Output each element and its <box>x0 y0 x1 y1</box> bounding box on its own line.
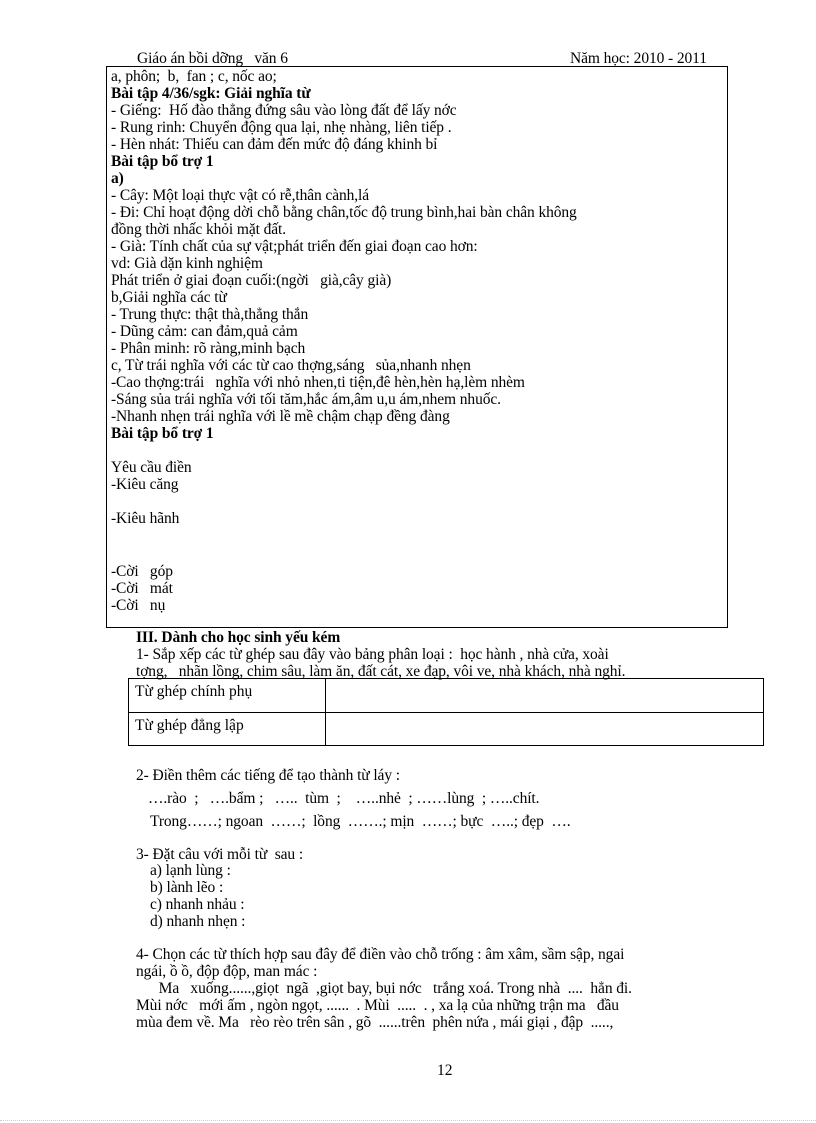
q2-line: Trong……; ngoan ……; lồng …….; mịn ……; bực …..; đẹp …. <box>150 813 571 830</box>
box-line: - Cây: Một loại thực vật có rễ,thân cành,lá <box>111 187 370 204</box>
q3-item: c) nhanh nhảu : <box>150 896 245 913</box>
box-line: b,Giải nghĩa các từ <box>111 289 227 306</box>
box-line: c, Từ trái nghĩa với các từ cao thợng,sáng sủa,nhanh nhẹn <box>111 357 471 374</box>
page-bottom-divider <box>0 1120 816 1121</box>
q1-line: tợng, nhãn lồng, chim sâu, làm ăn, đất cát, xe đạp, vôi ve, nhà khách, nhà nghỉ. <box>136 663 626 680</box>
box-line: - Đi: Chỉ hoạt động dời chỗ bằng chân,tốc độ trung bình,hai bàn chân không <box>111 204 577 221</box>
box-line: Bài tập 4/36/sgk: Giải nghĩa từ <box>111 85 311 102</box>
box-line: Phát triển ở giai đoạn cuối:(ngời già,cây già) <box>111 272 392 289</box>
table-cell-label: Từ ghép chính phụ <box>129 679 326 713</box>
box-line: a, phôn; b, fan ; c, nốc ao; <box>111 68 277 85</box>
box-line: - Dũng cảm: can đảm,quả cảm <box>111 323 298 340</box>
table-row <box>129 712 764 746</box>
q1-line: 1- Sắp xếp các từ ghép sau đây vào bảng phân loại : học hành , nhà cửa, xoài <box>136 646 609 663</box>
box-line: - Rung rinh: Chuyển động qua lại, nhẹ nhàng, liên tiếp . <box>111 119 452 136</box>
q3-item: b) lành lẽo : <box>150 879 224 896</box>
box-line: Yêu cầu điền <box>111 459 192 476</box>
q4-line: Mùi nớc mới ấm , ngòn ngọt, ...... . Mùi ..... . , xa lạ của những trận ma đầu <box>136 997 619 1014</box>
box-line: - Trung thực: thật thà,thẳng thắn <box>111 306 309 323</box>
page-number: 12 <box>437 1062 453 1079</box>
box-line: Bài tập bổ trợ 1 <box>111 153 214 170</box>
table-cell-value <box>326 712 764 746</box>
box-line: -Cời nụ <box>111 597 166 614</box>
q2-title: 2- Điền thêm các tiếng để tạo thành từ láy : <box>136 767 400 784</box>
table-cell-label: Từ ghép đẳng lập <box>129 712 326 746</box>
table-cell-value <box>326 679 764 713</box>
box-line: Bài tập bổ trợ 1 <box>111 425 214 442</box>
box-line: -Cời góp <box>111 563 173 580</box>
q2-line: ….rào ; ….bẩm ; ….. tùm ; …..nhẻ ; ……lùng ; …..chít. <box>148 790 540 807</box>
box-line: -Cời mát <box>111 580 173 597</box>
box-line: - Hèn nhát: Thiếu can đảm đến mức độ đáng khinh bỉ <box>111 136 438 153</box>
q4-line: mùa đem về. Ma rèo rèo trên sân , gõ ......trên phên nứa , mái giại , đập ....., <box>136 1014 614 1031</box>
box-line: a) <box>111 170 124 187</box>
q4-line: 4- Chọn các từ thích hợp sau đây để điền vào chỗ trống : âm xâm, sầm sập, ngai <box>136 946 625 963</box>
q3-item: d) nhanh nhẹn : <box>150 913 246 930</box>
q4-line: ngái, ồ ồ, độp độp, man mác : <box>136 963 318 980</box>
q3-title: 3- Đặt câu với mỗi từ sau : <box>136 846 304 863</box>
q4-line: Ma xuống......,giọt ngã ,giọt bay, bụi nớc trắng xoá. Trong nhà .... hẳn đi. <box>136 980 632 997</box>
box-line: vd: Già dặn kinh nghiệm <box>111 255 263 272</box>
box-line: -Sáng sủa trái nghĩa với tối tăm,hắc ám,âm u,u ám,nhem nhuốc. <box>111 391 501 408</box>
box-line: - Già: Tính chất của sự vật;phát triển đến giai đoạn cao hơn: <box>111 238 478 255</box>
box-line: -Kiêu hãnh <box>111 510 180 527</box>
box-line: - Giếng: Hố đào thẳng đứng sâu vào lòng đất để lấy nớc <box>111 102 457 119</box>
q3-item: a) lạnh lùng : <box>150 862 231 879</box>
header-right: Năm học: 2010 - 2011 <box>570 50 707 67</box>
section-title: III. Dành cho học sinh yếu kém <box>136 629 341 646</box>
header-left: Giáo án bồi dỡng văn 6 <box>137 50 288 67</box>
box-line: -Cao thợng:trái nghĩa với nhỏ nhen,ti tiện,đê hèn,hèn hạ,lèm nhèm <box>111 374 525 391</box>
box-line: - Phân minh: rõ ràng,minh bạch <box>111 340 306 357</box>
classification-table <box>128 678 764 746</box>
box-line: -Kiêu căng <box>111 476 179 493</box>
box-line: đồng thời nhấc khỏi mặt đất. <box>111 221 287 238</box>
table-row <box>129 679 764 713</box>
box-line: -Nhanh nhẹn trái nghĩa với lề mề chậm chạp đềng đàng <box>111 408 450 425</box>
